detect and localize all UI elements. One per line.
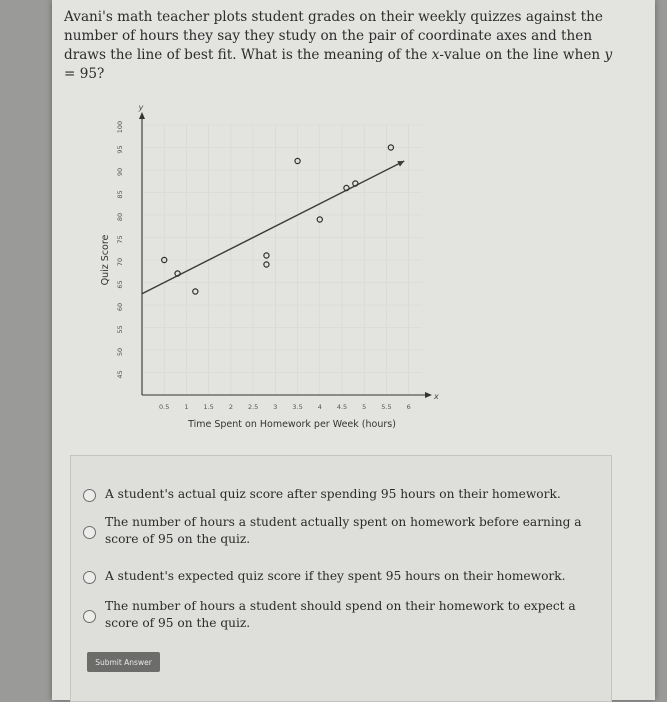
x-tick-label: 5 [362, 403, 367, 411]
y-tick-label: 45 [116, 370, 124, 379]
y-tick-label: 95 [116, 145, 124, 154]
y-tick-label: 90 [116, 167, 124, 177]
x-tick-label: 6 [406, 403, 411, 411]
answer-choice-3[interactable] [83, 568, 583, 585]
x-axis-letter: x [434, 392, 439, 401]
y-axis-arrow [139, 112, 145, 119]
scatter-chart [92, 100, 482, 440]
answer-choice-2[interactable] [83, 514, 583, 548]
answer-choice-1[interactable] [83, 486, 583, 503]
y-tick-label: 55 [116, 325, 124, 334]
radio-button-2[interactable] [83, 526, 96, 539]
question-y-variable: y [604, 47, 613, 63]
question-text-part3: = 95? [64, 66, 105, 82]
answer-choices-panel [70, 455, 612, 702]
y-tick-label: 80 [116, 212, 124, 222]
best-fit-line [142, 161, 404, 294]
radio-button-4[interactable] [83, 610, 96, 623]
data-point [264, 253, 269, 258]
question-card [52, 0, 655, 700]
y-tick-label: 85 [116, 190, 124, 199]
y-tick-label: 50 [116, 347, 124, 357]
question-x-variable: x [431, 47, 440, 63]
question-text-part1: Avani's math teacher plots student grades on their weekly quizzes against the number of hours they say they study on the pair of coordinate axes and then draws the line of best fit. What is the meaning of the [64, 9, 603, 63]
y-tick-label: 60 [116, 302, 124, 312]
x-tick-label: 4.5 [336, 403, 348, 411]
submit-answer-button[interactable]: Submit Answer [87, 652, 160, 672]
x-tick-label: 0.5 [159, 403, 170, 411]
x-tick-label: 5.5 [381, 403, 392, 411]
x-axis-arrow [425, 392, 432, 398]
x-tick-label: 1.5 [203, 403, 214, 411]
radio-button-3[interactable] [83, 571, 96, 584]
y-tick-label: 70 [116, 257, 124, 267]
x-tick-label: 2 [228, 403, 233, 411]
x-tick-label: 3 [273, 403, 278, 411]
answer-label-1: A student's actual quiz score after spending 95 hours on their homework. [105, 487, 561, 501]
scatter-chart-container [92, 100, 482, 440]
question-text [64, 8, 624, 84]
y-tick-label: 100 [116, 120, 124, 134]
data-point [193, 289, 198, 294]
x-tick-label: 1 [184, 403, 189, 411]
data-point [264, 262, 269, 267]
x-axis-label: Time Spent on Homework per Week (hours) [188, 419, 396, 430]
x-tick-label: 3.5 [292, 403, 303, 411]
y-tick-label: 65 [116, 280, 124, 289]
x-tick-label: 2.5 [247, 403, 259, 411]
radio-button-1[interactable] [83, 489, 96, 502]
answer-label-4: The number of hours a student should spend on their homework to expect a score of 95 on the quiz. [105, 599, 576, 630]
x-tick-label: 4 [317, 403, 322, 411]
y-tick-label: 75 [116, 235, 124, 244]
y-axis-label: Quiz Score [100, 234, 111, 286]
answer-choice-4[interactable] [83, 598, 583, 632]
answer-label-2: The number of hours a student actually spent on homework before earning a score of 95 on the quiz. [105, 515, 582, 546]
question-text-part2: -value on the line when [439, 47, 605, 63]
y-axis-letter: y [138, 103, 144, 112]
answer-label-3: A student's expected quiz score if they spent 95 hours on their homework. [105, 569, 566, 583]
